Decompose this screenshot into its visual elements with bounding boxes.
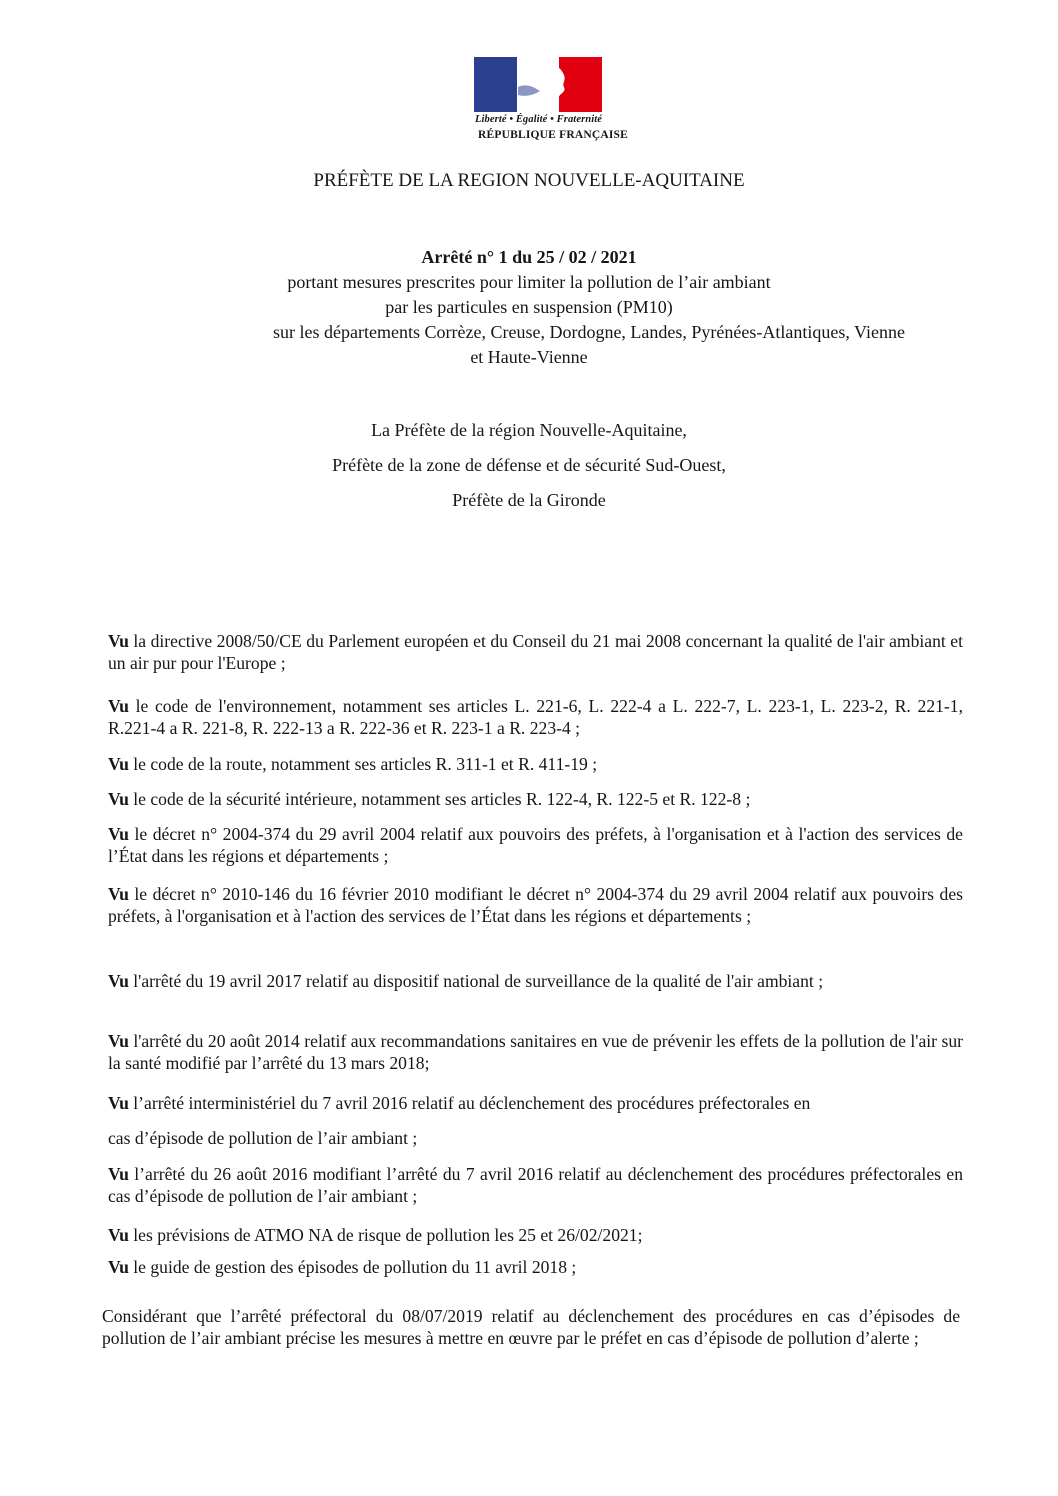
visa-paragraph bbox=[108, 753, 963, 775]
visa-paragraph bbox=[108, 1092, 963, 1114]
visa-label: Vu bbox=[108, 1031, 129, 1051]
visa-text: cas d’épisode de pollution de l’air ambiant ; bbox=[108, 1128, 418, 1148]
decree-subtitle-line: sur les départements Corrèze, Creuse, Dordogne, Landes, Pyrénées-Atlantiques, Vienne bbox=[273, 322, 905, 342]
visa-label: Vu bbox=[108, 971, 129, 991]
decree-subtitle-line: et Haute-Vienne bbox=[470, 347, 588, 367]
visa-text: l’arrêté du 26 août 2016 modifiant l’arrêté du 7 avril 2016 relatif au déclenchement des procédures préfectorales en cas d’épisode de pollution de l’air ambiant ; bbox=[108, 1164, 963, 1206]
visa-paragraph bbox=[108, 823, 963, 867]
visa-label: Vu bbox=[108, 754, 129, 774]
visa-label: Vu bbox=[108, 884, 129, 904]
visa-paragraph bbox=[108, 1127, 963, 1149]
decree-subtitle-line: par les particules en suspension (PM10) bbox=[385, 297, 673, 317]
visa-text: la directive 2008/50/CE du Parlement européen et du Conseil du 21 mai 2008 concernant la qualité de l'air ambiant et un air pur pour l'Europe ; bbox=[108, 631, 963, 673]
decree-number: Arrêté n° 1 du 25 / 02 / 2021 bbox=[421, 247, 637, 267]
visa-text: les prévisions de ATMO NA de risque de pollution les 25 et 26/02/2021; bbox=[128, 1225, 643, 1245]
logo-motto: Liberté • Égalité • Fraternité bbox=[475, 114, 603, 125]
visa-paragraph bbox=[108, 1224, 963, 1246]
visa-paragraph bbox=[108, 788, 963, 810]
visa-text: l'arrêté du 19 avril 2017 relatif au dispositif national de surveillance de la qualité de l'air ambiant ; bbox=[128, 971, 824, 991]
marianne-flag-icon bbox=[474, 57, 602, 112]
visa-text: le code de la sécurité intérieure, notamment ses articles R. 122-4, R. 122-5 et R. 122-8 ; bbox=[128, 789, 751, 809]
visa-label: Vu bbox=[108, 631, 129, 651]
visa-text: le code de la route, notamment ses articles R. 311-1 et R. 411-19 ; bbox=[128, 754, 598, 774]
visa-label: Vu bbox=[108, 1257, 129, 1277]
prefete-title: Préfète de la Gironde bbox=[452, 490, 606, 510]
visa-paragraph bbox=[108, 1256, 963, 1278]
visa-text: le décret n° 2010-146 du 16 février 2010 modifiant le décret n° 2004-374 du 29 avril 2004 relatif aux pouvoirs des préfets, à l'organisation et à l'action des services de l’État dans les régions et départements ; bbox=[108, 884, 963, 926]
visa-label: Vu bbox=[108, 1225, 129, 1245]
prefete-title: Préfète de la zone de défense et de sécurité Sud-Ouest, bbox=[332, 455, 726, 475]
decree-subtitle-line: portant mesures prescrites pour limiter la pollution de l’air ambiant bbox=[287, 272, 771, 292]
visa-label: Vu bbox=[108, 1093, 129, 1113]
visa-text: l’arrêté interministériel du 7 avril 2016 relatif au déclenchement des procédures préfectorales en bbox=[128, 1093, 811, 1113]
visa-paragraph bbox=[108, 1030, 963, 1074]
visa-label: Vu bbox=[108, 1164, 129, 1184]
visa-text: le décret n° 2004-374 du 29 avril 2004 relatif aux pouvoirs des préfets, à l'organisation et à l'action des services de l’État dans les régions et départements ; bbox=[108, 824, 963, 866]
visa-paragraph bbox=[108, 695, 963, 739]
republique-francaise-logo bbox=[474, 57, 632, 141]
prefete-title: La Préfète de la région Nouvelle-Aquitaine, bbox=[371, 420, 687, 440]
visa-label: Vu bbox=[108, 824, 129, 844]
visa-text: l'arrêté du 20 août 2014 relatif aux recommandations sanitaires en vue de prévenir les effets de la pollution de l'air sur la santé modifié par l’arrêté du 13 mars 2018; bbox=[108, 1031, 963, 1073]
visa-paragraph bbox=[108, 970, 963, 992]
visa-label: Vu bbox=[108, 696, 129, 716]
decree-title bbox=[0, 245, 1058, 370]
visa-label: Vu bbox=[108, 789, 129, 809]
logo-republic: RÉPUBLIQUE FRANÇAISE bbox=[478, 129, 629, 141]
visa-text: le code de l'environnement, notamment ses articles L. 221-6, L. 222-4 a L. 222-7, L. 223-1, L. 223-2, R. 221-1, R.221-4 a R. 221-8, R. 222-13 a R. 222-36 et R. 223-1 a R. 223-4 ; bbox=[108, 696, 963, 738]
prefecture-heading: PRÉFÈTE DE LA REGION NOUVELLE-AQUITAINE bbox=[313, 170, 745, 191]
visa-paragraph bbox=[108, 1163, 963, 1207]
visa-paragraph bbox=[108, 883, 963, 927]
visa-paragraph bbox=[108, 630, 963, 674]
considerant-paragraph: Considérant que l’arrêté préfectoral du 08/07/2019 relatif au déclenchement des procédures en cas d’épisodes de pollution de l’air ambiant précise les mesures à mettre en œuvre par le préfet en cas d’épisode de pollution d’alerte ; bbox=[102, 1306, 960, 1348]
visa-text: le guide de gestion des épisodes de pollution du 11 avril 2018 ; bbox=[128, 1257, 577, 1277]
